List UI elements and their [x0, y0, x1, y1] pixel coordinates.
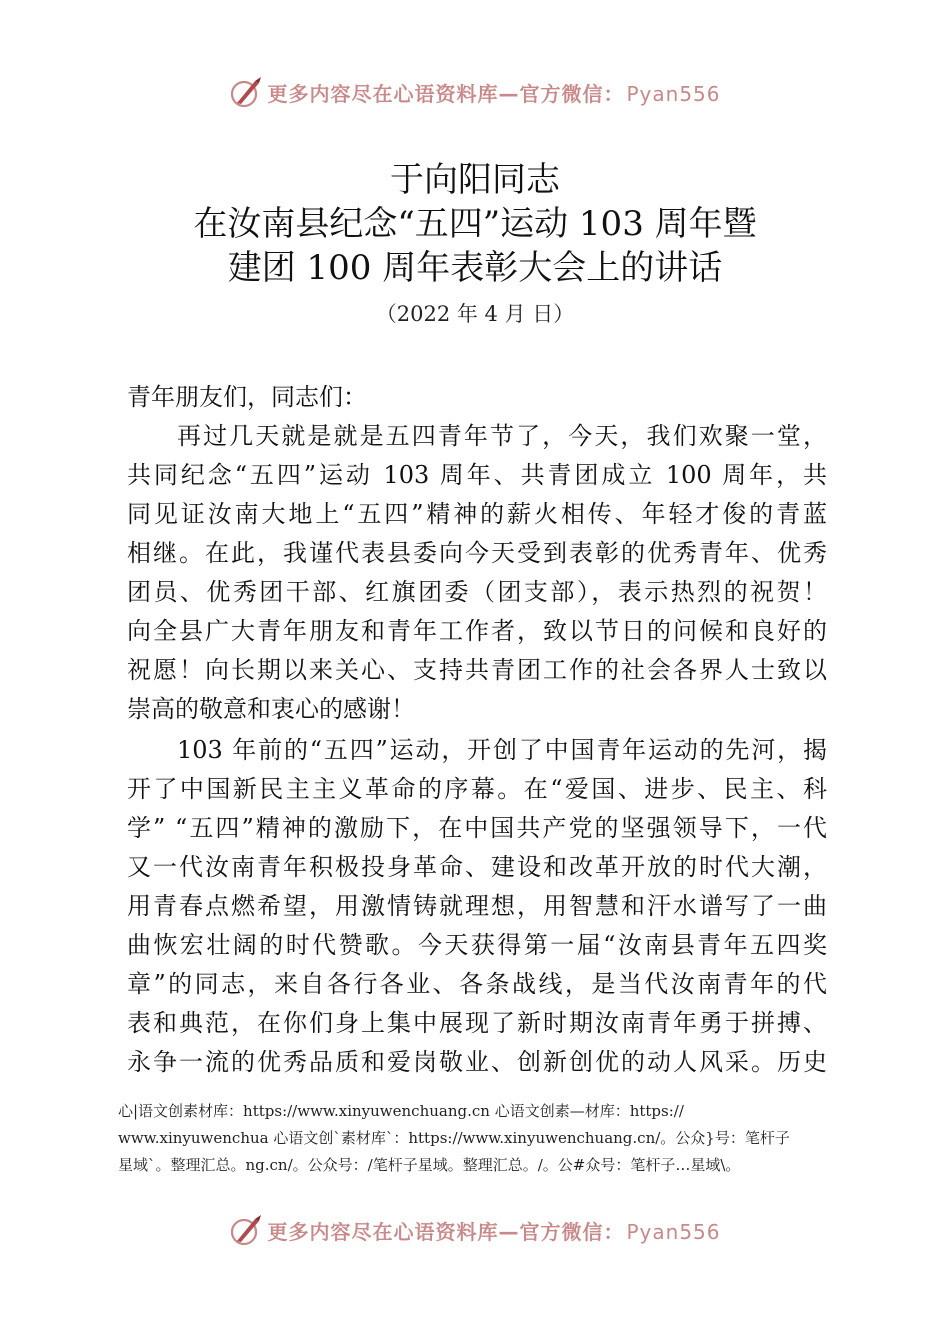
paragraph-line: 用青春点燃希望，用激情铸就理想，用智慧和汗水谱写了一曲	[127, 892, 827, 920]
speech-body	[127, 378, 827, 1082]
paragraph-line: 相继。在此，我谨代表县委向今天受到表彰的优秀青年、优秀	[127, 539, 827, 567]
paragraph-line: 祝愿！向长期以来关心、支持共青团工作的社会各界人士致以	[127, 656, 827, 684]
banner-text: 更多内容尽在心语资料库—官方微信： Pyan556	[267, 81, 721, 106]
paragraph-line: 崇高的敬意和衷心的感谢！	[127, 695, 415, 723]
watermark-footer	[118, 1098, 848, 1179]
paragraph-line: 开了中国新民主主义革命的序幕。在“爱国、进步、民主、科	[127, 775, 827, 803]
footer-line: 星域`。整理汇总。ng.cn/。公众号：/笔杆子星域。整理汇总。/。公#众号：笔杆子…星域\。	[118, 1156, 741, 1174]
paragraph-line: 团员、优秀团干部、红旗团委（团支部），表示热烈的祝贺！	[127, 578, 827, 606]
footer-line: www.xinyuwenchua 心语文创`素材库`：https://www.xinyuwenchuang.cn/。公众}号：笔杆子	[118, 1129, 790, 1147]
speech-date: （2022 年 4 月 日）	[375, 302, 575, 326]
paragraph-line: 103 年前的“五四”运动，开创了中国青年运动的先河，揭	[177, 736, 827, 764]
paragraph-line: 共同纪念“五四”运动 103 周年、共青团成立 100 周年，共	[127, 461, 827, 489]
quill-seal-icon	[229, 75, 263, 109]
paragraph-line: 曲恢宏壮阔的时代赞歌。今天获得第一届“汝南县青年五四奖	[127, 931, 827, 959]
wechat-id: Pyan556	[626, 1219, 721, 1244]
title-line-1: 于向阳同志	[390, 160, 560, 200]
paragraph-line: 同见证汝南大地上“五四”精神的薪火相传、年轻才俊的青蓝	[127, 500, 827, 528]
paragraph-line: 章”的同志，来自各行各业、各条战线，是当代汝南青年的代	[127, 970, 827, 998]
paragraph-line: 表和典范，在你们身上集中展现了新时期汝南青年勇于拼搏、	[127, 1009, 827, 1037]
title-line-3: 建团 100 周年表彰大会上的讲话	[227, 248, 723, 288]
paragraph-line: 再过几天就是就是五四青年节了，今天，我们欢聚一堂，	[177, 422, 827, 450]
paragraph-line: 向全县广大青年朋友和青年工作者，致以节日的问候和良好的	[127, 617, 827, 645]
paragraph-line: 又一代汝南青年积极投身革命、建设和改革开放的时代大潮，	[127, 853, 827, 881]
paragraph-line: 永争一流的优秀品质和爱岗敬业、创新创优的动人风采。历史	[127, 1048, 827, 1076]
title-line-2: 在汝南县纪念“五四”运动 103 周年暨	[193, 204, 757, 244]
quill-seal-icon	[229, 1213, 263, 1247]
banner-text: 更多内容尽在心语资料库—官方微信： Pyan556	[267, 1219, 721, 1244]
header-banner	[0, 72, 950, 112]
paragraph-line: 学” “五四”精神的激励下，在中国共产党的坚强领导下，一代	[127, 814, 827, 842]
footer-banner	[0, 1210, 950, 1250]
footer-line: 心|语文创素材库：https://www.xinyuwenchuang.cn 心语文创素—材库：https://	[118, 1102, 684, 1120]
salutation: 青年朋友们，同志们：	[127, 383, 367, 411]
wechat-id: Pyan556	[626, 81, 721, 106]
